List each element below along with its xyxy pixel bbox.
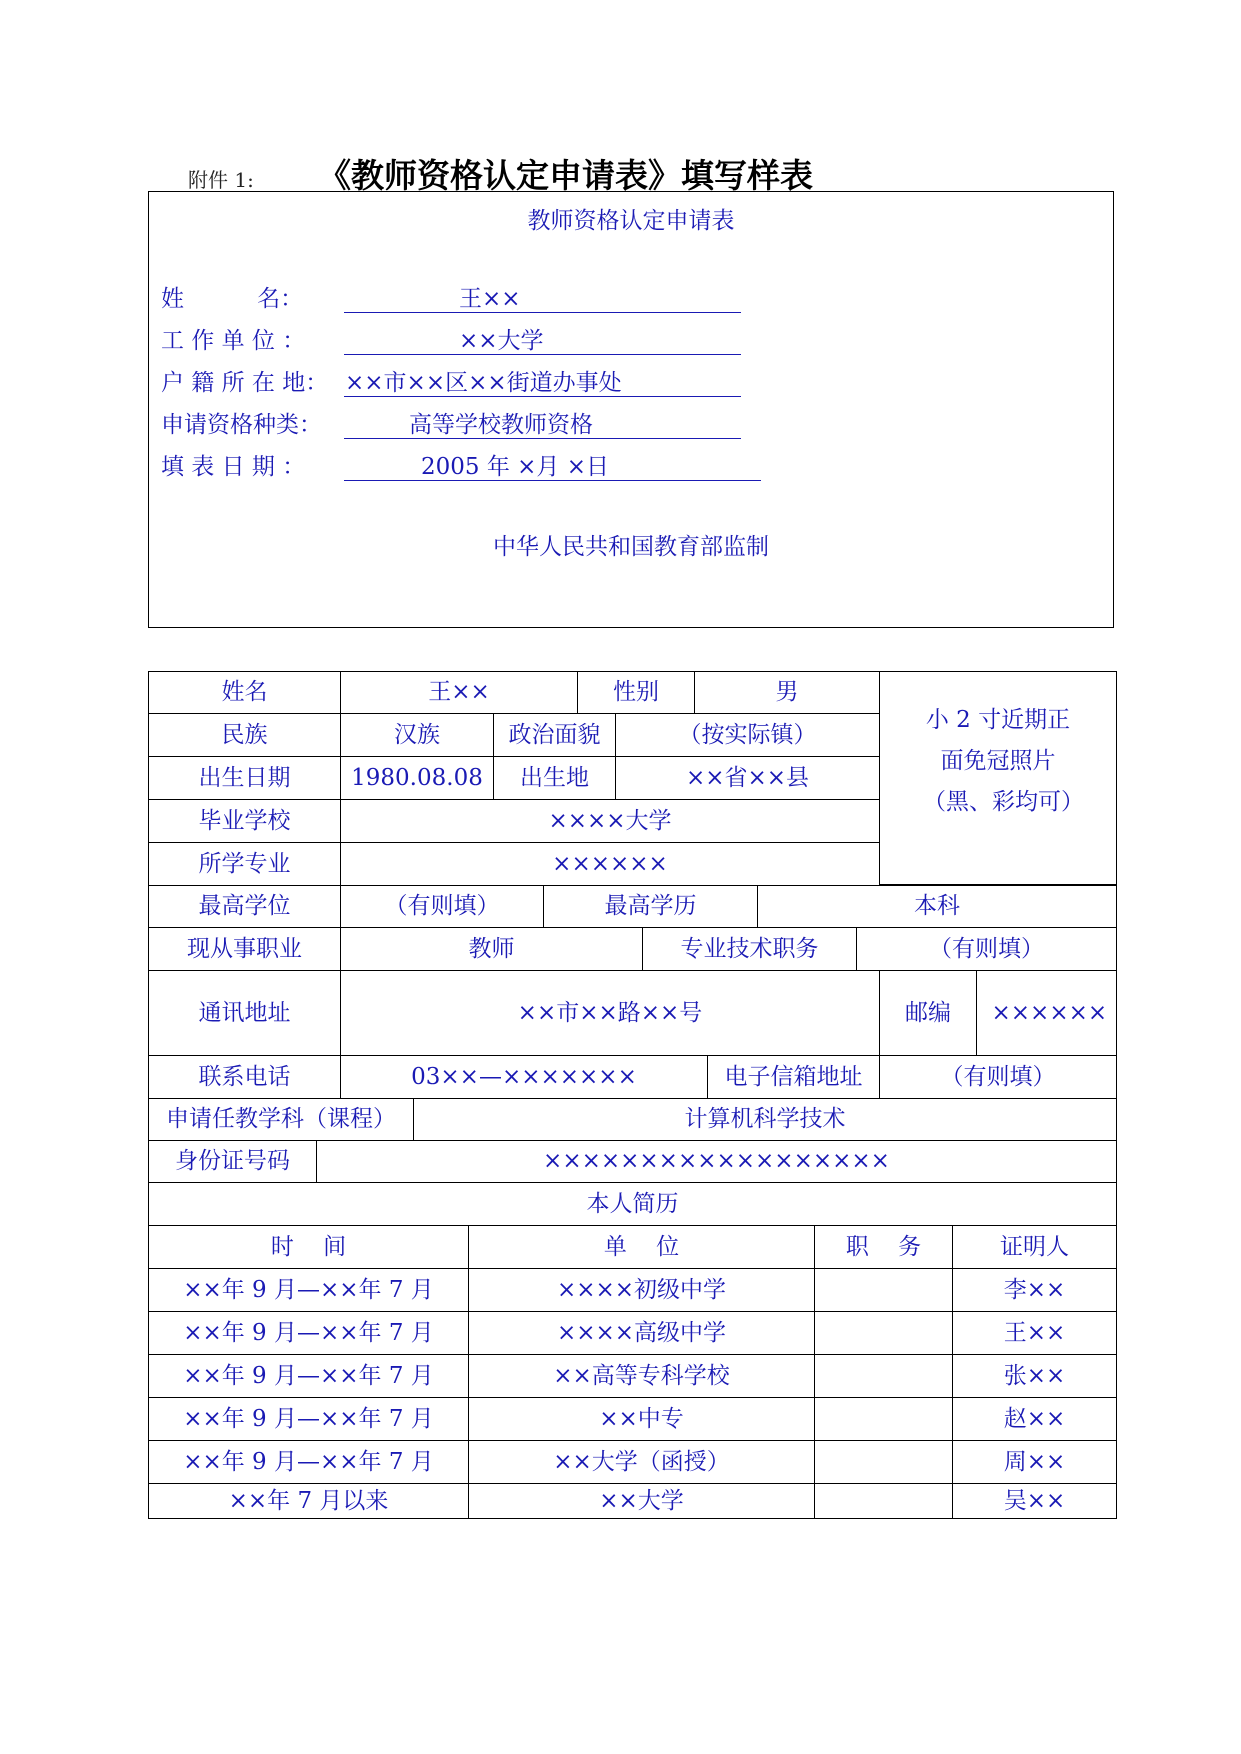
cover-field-label: 工 作 单 位 ： bbox=[161, 328, 306, 354]
resume-row-time: ××年 9 月—××年 7 月 bbox=[148, 1440, 469, 1484]
postcode-text: ×××××× bbox=[991, 999, 1108, 1026]
resume-row-time: ××年 9 月—××年 7 月 bbox=[148, 1354, 469, 1398]
resume-header-witness: 证明人 bbox=[952, 1225, 1117, 1269]
degree-value: （有则填） bbox=[340, 885, 544, 928]
political-value: （按实际镇） bbox=[615, 713, 880, 757]
resume-row-position bbox=[814, 1311, 953, 1355]
resume-header-unit: 单 位 bbox=[468, 1225, 815, 1269]
birthplace-value: ××省××县 bbox=[615, 756, 880, 800]
cover-field-qualification bbox=[161, 406, 1061, 444]
occupation-label: 现从事职业 bbox=[148, 927, 341, 971]
resume-row-unit: ××大学（函授） bbox=[468, 1440, 815, 1484]
professional-title-value: （有则填） bbox=[856, 927, 1117, 971]
subject-value: 计算机科学技术 bbox=[413, 1098, 1117, 1141]
cover-field-date bbox=[161, 448, 1061, 486]
cover-field-value: 2005 年 ×月 ×日 bbox=[421, 454, 610, 480]
school-value: ××××大学 bbox=[340, 799, 880, 843]
resume-title: 本人简历 bbox=[148, 1182, 1117, 1226]
major-value: ×××××× bbox=[340, 842, 880, 886]
cover-field-label: 姓 名： bbox=[161, 286, 304, 312]
resume-row-witness: 张×× bbox=[952, 1354, 1117, 1398]
photo-placeholder bbox=[879, 671, 1117, 885]
resume-row-position bbox=[814, 1354, 953, 1398]
document-header bbox=[188, 150, 1088, 195]
birthdate-label: 出生日期 bbox=[148, 756, 341, 800]
resume-header-position: 职 务 bbox=[814, 1225, 953, 1269]
email-label: 电子信箱地址 bbox=[707, 1055, 880, 1099]
cover-field-label: 填 表 日 期 ： bbox=[161, 454, 306, 480]
cover-field-residence bbox=[161, 364, 1061, 402]
gender-label: 性别 bbox=[577, 671, 695, 714]
document-title: 《教师资格认定申请表》填写样表 bbox=[318, 156, 813, 195]
education-label: 最高学历 bbox=[543, 885, 758, 928]
resume-row-witness: 周×× bbox=[952, 1440, 1117, 1484]
resume-row-unit: ××大学 bbox=[468, 1483, 815, 1519]
resume-header-time: 时 间 bbox=[148, 1225, 469, 1269]
address-label: 通讯地址 bbox=[148, 970, 341, 1056]
address-value: ××市××路××号 bbox=[340, 970, 880, 1056]
id-number-value: ×××××××××××××××××× bbox=[316, 1140, 1117, 1183]
resume-row-unit: ××××初级中学 bbox=[468, 1268, 815, 1312]
resume-row-position bbox=[814, 1397, 953, 1441]
resume-row-time: ××年 9 月—××年 7 月 bbox=[148, 1268, 469, 1312]
cover-field-value: ××市××区××街道办事处 bbox=[345, 370, 622, 396]
cover-field-value: ××大学 bbox=[459, 328, 544, 354]
resume-row-time: ××年 9 月—××年 7 月 bbox=[148, 1311, 469, 1355]
cover-field-employer bbox=[161, 322, 1061, 360]
name-value: 王×× bbox=[340, 671, 578, 714]
id-number-label: 身份证号码 bbox=[148, 1140, 317, 1183]
attachment-label: 附件 1: bbox=[188, 168, 254, 192]
issuer-text: 中华人民共和国教育部监制 bbox=[493, 534, 769, 560]
email-value: （有则填） bbox=[879, 1055, 1117, 1099]
resume-row-witness: 李×× bbox=[952, 1268, 1117, 1312]
cover-title: 教师资格认定申请表 bbox=[527, 208, 735, 234]
resume-row-time: ××年 9 月—××年 7 月 bbox=[148, 1397, 469, 1441]
cover-field-label: 户 籍 所 在 地： bbox=[161, 370, 329, 396]
resume-row-witness: 赵×× bbox=[952, 1397, 1117, 1441]
resume-row-position bbox=[814, 1440, 953, 1484]
birthdate-value: 1980.08.08 bbox=[340, 756, 494, 800]
degree-label: 最高学位 bbox=[148, 885, 341, 928]
cover-field-name bbox=[161, 280, 1061, 318]
resume-row-unit: ××中专 bbox=[468, 1397, 815, 1441]
resume-row-witness: 王×× bbox=[952, 1311, 1117, 1355]
occupation-value: 教师 bbox=[340, 927, 643, 971]
cover-field-value: 王×× bbox=[459, 286, 521, 312]
ethnic-label: 民族 bbox=[148, 713, 341, 757]
name-label: 姓名 bbox=[148, 671, 341, 714]
school-label: 毕业学校 bbox=[148, 799, 341, 843]
major-label: 所学专业 bbox=[148, 842, 341, 886]
subject-label: 申请任教学科（课程） bbox=[148, 1098, 414, 1141]
cover-field-label: 申请资格种类： bbox=[161, 412, 322, 438]
education-value: 本科 bbox=[757, 885, 1117, 928]
ethnic-value: 汉族 bbox=[340, 713, 494, 757]
application-form-table bbox=[148, 671, 1117, 1519]
resume-row-unit: ××高等专科学校 bbox=[468, 1354, 815, 1398]
gender-value: 男 bbox=[694, 671, 880, 714]
photo-instructions: 小 2 寸近期正面免冠照片（黑、彩均可） bbox=[923, 707, 1084, 815]
professional-title-label: 专业技术职务 bbox=[642, 927, 857, 971]
phone-label: 联系电话 bbox=[148, 1055, 341, 1099]
postcode-label: 邮编 bbox=[879, 970, 977, 1056]
underline bbox=[344, 312, 741, 313]
postcode-value bbox=[976, 970, 1117, 1056]
cover-field-value: 高等学校教师资格 bbox=[409, 412, 593, 438]
cover-page bbox=[148, 191, 1114, 628]
resume-row-unit: ××××高级中学 bbox=[468, 1311, 815, 1355]
birthplace-label: 出生地 bbox=[493, 756, 616, 800]
political-label: 政治面貌 bbox=[493, 713, 616, 757]
resume-row-time: ××年 7 月以来 bbox=[148, 1483, 469, 1519]
resume-row-position bbox=[814, 1268, 953, 1312]
phone-value: 03××—××××××× bbox=[340, 1055, 708, 1099]
resume-row-witness: 吴×× bbox=[952, 1483, 1117, 1519]
resume-row-position bbox=[814, 1483, 953, 1519]
